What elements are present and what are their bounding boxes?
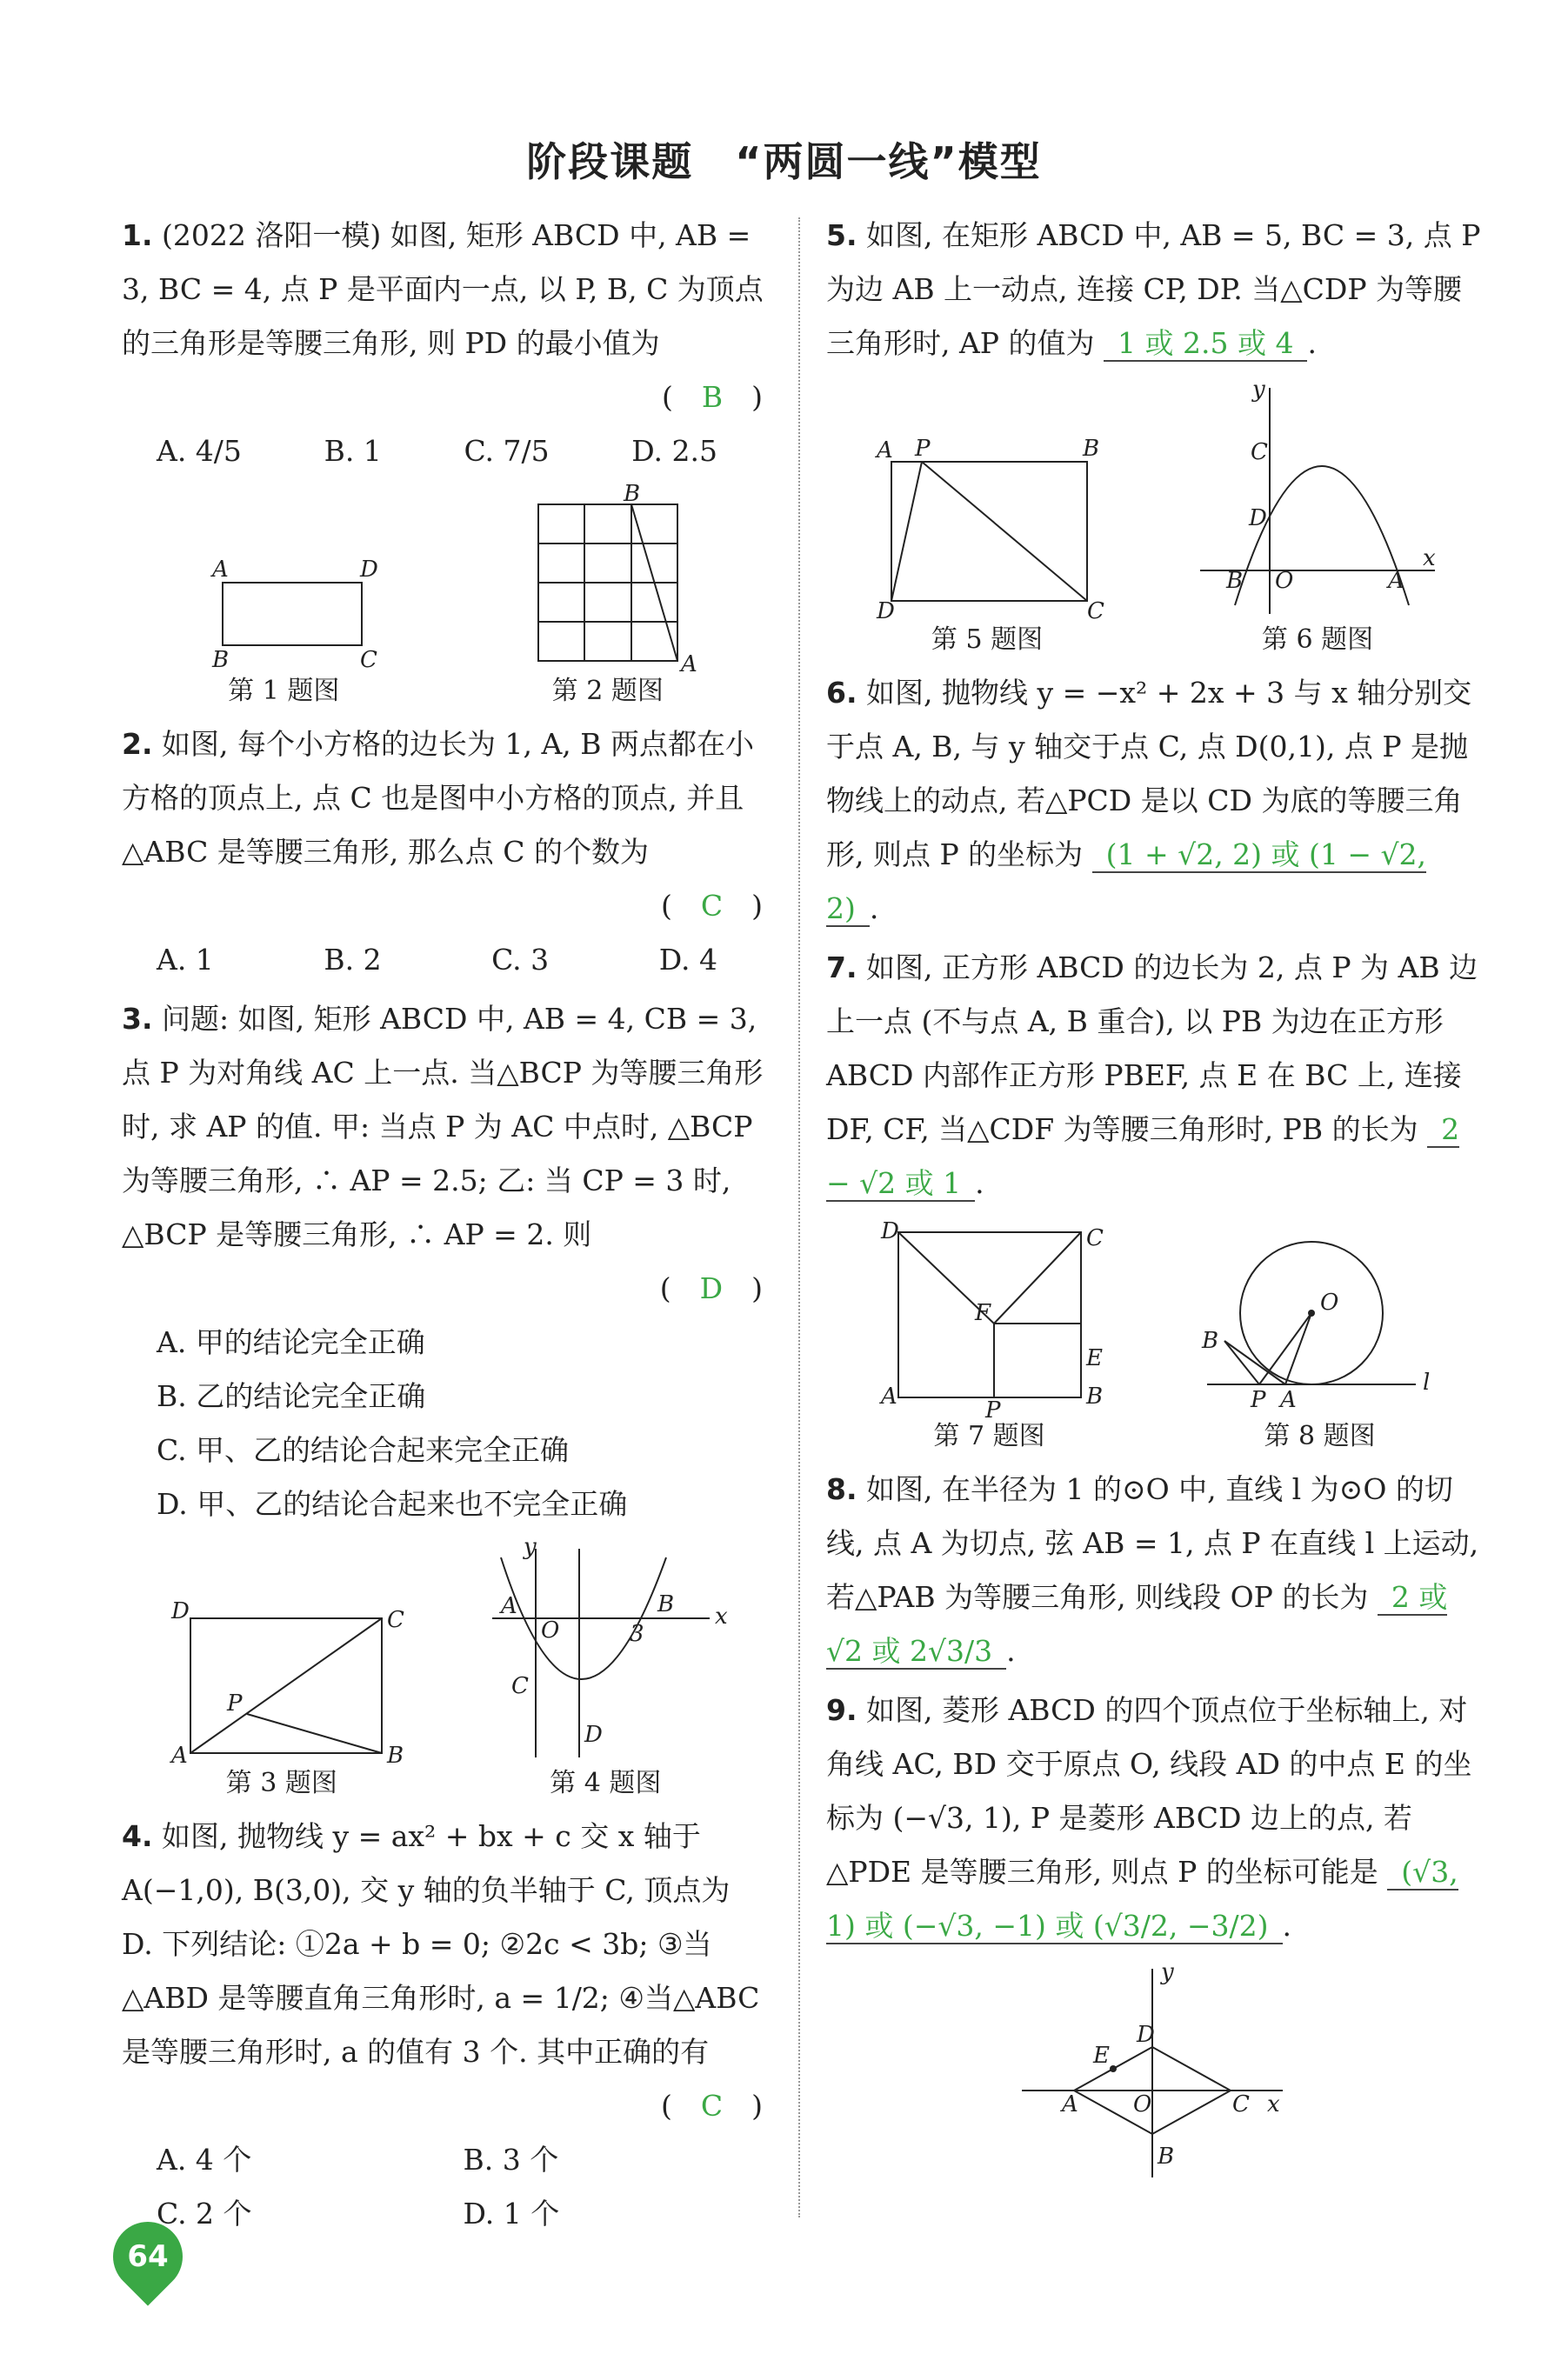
option-b: B. 3 个 xyxy=(463,2143,559,2177)
svg-text:O: O xyxy=(1133,2091,1152,2117)
answer-blank: (√3, 1) 或 (−√3, −1) 或 (√3/2, −3/2) xyxy=(826,1855,1458,1943)
svg-text:B: B xyxy=(386,1743,404,1769)
page-number: 64 xyxy=(127,2239,169,2274)
svg-text:D: D xyxy=(170,1598,190,1624)
figure-row-1-2 xyxy=(122,481,770,709)
question-number: 8. xyxy=(826,1472,857,1506)
option-a: A. 4 个 xyxy=(157,2143,252,2177)
answer-blank: 2 或 √2 或 2√3/3 xyxy=(826,1580,1448,1668)
svg-text:P: P xyxy=(226,1690,243,1717)
answer-choice: D xyxy=(699,1271,724,1305)
question-text: 问题: 如图, 矩形 ABCD 中, AB = 4, CB = 3, 点 P 为对角线 AC 上一点. 当△BCP 为等腰三角形时, 求 AP 的值. 甲: 当点 P 为 AC 中点时, △BCP 为等腰三角形, ∴ AP = 2.5; 乙: 当 CP = 3 时, △BCP 是等腰三角形, ∴ AP = 2. 则 xyxy=(122,1002,764,1251)
svg-text:B: B xyxy=(1158,2144,1175,2170)
svg-text:C: C xyxy=(1232,2091,1250,2117)
svg-text:y: y xyxy=(524,1534,537,1560)
svg-text:A: A xyxy=(501,1593,518,1619)
svg-text:D: D xyxy=(1249,505,1267,531)
option-b: B. 乙的结论完全正确 xyxy=(157,1379,426,1413)
figure-3 xyxy=(164,1592,404,1801)
question-number: 4. xyxy=(122,1819,153,1853)
figure-row-3-4 xyxy=(122,1534,770,1801)
svg-text:C: C xyxy=(386,1607,404,1633)
figure-caption: 第 2 题图 xyxy=(551,676,664,706)
page-title: 阶段课题 “两圆一线”模型 xyxy=(526,138,1042,185)
question-7: 7. 如图, 正方形 ABCD 的边长为 2, 点 P 为 AB 边上一点 (不与点 A, B 重合), 以 PB 为边在正方形 ABCD 内部作正方形 PBEF, 点 E 在 BC 上, 连接 DF, CF, 当△CDF 为等腰三角形时, PB 的长为 2 − √2 或 1 . D C F E A P B 第 7 题图 O B P A l 第 8 题图 xyxy=(826,941,1487,1454)
svg-text:x: x xyxy=(1423,545,1436,571)
svg-text:P: P xyxy=(915,436,931,462)
svg-text:B: B xyxy=(212,647,230,673)
option-a: A. 甲的结论完全正确 xyxy=(157,1325,425,1359)
option-d: D. 4 xyxy=(658,943,717,977)
question-8: 8. 如图, 在半径为 1 的⊙O 中, 直线 l 为⊙O 的切线, 点 A 为切点, 弦 AB = 1, 点 P 在直线 l 上运动, 若△PAB 为等腰三角形, 则线段 OP 的长为 2 或 √2 或 2√3/3 . xyxy=(826,1472,1479,1668)
question-number: 3. xyxy=(122,1002,153,1036)
question-number: 7. xyxy=(826,950,857,984)
parabola-diagram xyxy=(484,1534,728,1766)
svg-text:A: A xyxy=(1062,2091,1078,2117)
svg-text:D: D xyxy=(880,1218,899,1244)
answer-blank: 1 或 2.5 或 4 xyxy=(1104,326,1307,362)
square-diagram xyxy=(872,1218,1107,1424)
svg-text:A: A xyxy=(880,1384,897,1410)
question-5: 5. 如图, 在矩形 ABCD 中, AB = 5, BC = 3, 点 P 为边 AB 上一动点, 连接 CP, DP. 当△CDP 为等腰三角形时, AP 的值为 1 或 2.5 或 4 . A P B D C 第 5 题图 x y C D B O A 第 6 题图 xyxy=(826,209,1487,657)
figure-2 xyxy=(521,481,697,709)
figure-caption: 第 8 题图 xyxy=(1264,1421,1376,1451)
svg-text:y: y xyxy=(1252,377,1265,403)
svg-text:C: C xyxy=(1087,598,1104,624)
answer-choice: C xyxy=(700,2089,724,2123)
svg-text:A: A xyxy=(212,557,230,583)
svg-text:A: A xyxy=(877,437,893,463)
question-9: 9. 如图, 菱形 ABCD 的四个顶点位于坐标轴上, 对角线 AC, BD 交于原点 O, 线段 AD 的中点 E 的坐标为 (−√3, 1), P 是菱形 ABCD 边上的点, 若△PDE 是等腰三角形, 则点 P 的坐标可能是 (√3, 1) 或 (−√3, −1) 或 (√3/2, −3/2) . E D y A O C x B xyxy=(826,1684,1487,2186)
svg-text:D: D xyxy=(1137,2022,1155,2048)
figure-caption: 第 6 题图 xyxy=(1261,624,1374,655)
svg-text:D: D xyxy=(584,1722,604,1748)
option-b: B. 1 xyxy=(324,434,382,468)
figure-7 xyxy=(872,1219,1107,1454)
page-number-badge xyxy=(98,2207,197,2305)
svg-text:A: A xyxy=(1279,1387,1297,1413)
question-number: 6. xyxy=(826,676,857,710)
right-column xyxy=(826,209,1487,2193)
svg-text:B: B xyxy=(623,481,640,507)
figure-row-5-6 xyxy=(826,379,1487,657)
svg-text:P: P xyxy=(1250,1387,1265,1413)
svg-text:C: C xyxy=(360,647,378,673)
svg-text:A: A xyxy=(170,1743,188,1769)
question-1 xyxy=(122,209,770,709)
option-b: B. 2 xyxy=(324,943,382,977)
question-text: 如图, 抛物线 y = ax² + bx + c 交 x 轴于 A(−1,0), B(3,0), 交 y 轴的负半轴于 C, 顶点为 D. 下列结论: ①2a + b = 0; ②2c < 3b; ③当△ABD 是等腰直角三角形时, a = 1/2; ④当△ABC 是等腰三角形时, a 的值有 3 个. 其中正确的有 xyxy=(122,1819,760,2069)
svg-text:O: O xyxy=(541,1617,560,1644)
figure-caption: 第 7 题图 xyxy=(933,1421,1045,1451)
column-divider xyxy=(798,217,800,2217)
option-c: C. 甲、乙的结论合起来完全正确 xyxy=(157,1433,570,1467)
question-number: 1. xyxy=(122,218,153,252)
svg-text:C: C xyxy=(1085,1225,1104,1251)
svg-text:P: P xyxy=(984,1397,1000,1424)
question-text: 如图, 菱形 ABCD 的四个顶点位于坐标轴上, 对角线 AC, BD 交于原点 O, 线段 AD 的中点 E 的坐标为 (−√3, 1), P 是菱形 ABCD 边上的点, 若△PDE 是等腰三角形, 则点 P 的坐标可能是 xyxy=(826,1693,1472,1889)
question-number: 5. xyxy=(826,218,857,252)
grid-diagram xyxy=(521,481,697,677)
option-d: D. 1 个 xyxy=(463,2197,560,2231)
option-d: D. 甲、乙的结论合起来也不完全正确 xyxy=(157,1487,628,1521)
svg-text:x: x xyxy=(715,1604,728,1630)
svg-text:E: E xyxy=(1085,1345,1103,1371)
figure-4 xyxy=(484,1534,728,1801)
figure-6 xyxy=(1191,379,1444,657)
answer-choice: B xyxy=(701,380,724,414)
rectangle-point-diagram xyxy=(870,431,1104,623)
question-number: 2. xyxy=(122,727,153,761)
answer-paren: ( C ) xyxy=(661,2089,763,2123)
svg-text:F: F xyxy=(974,1300,991,1326)
figure-1 xyxy=(197,543,379,709)
option-a: A. 4/5 xyxy=(157,434,242,468)
question-4 xyxy=(122,1810,770,2241)
figure-caption: 第 1 题图 xyxy=(228,676,340,706)
svg-text:C: C xyxy=(511,1673,530,1699)
svg-text:A: A xyxy=(1388,568,1405,594)
svg-text:D: D xyxy=(360,557,379,583)
answer-blank: 2 − √2 或 1 xyxy=(826,1112,1460,1200)
svg-text:B: B xyxy=(1201,1328,1218,1354)
question-text: (2022 洛阳一模) 如图, 矩形 ABCD 中, AB = 3, BC = 4, 点 P 是平面内一点, 以 P, B, C 为顶点的三角形是等腰三角形, 则 PD 的最小值为 xyxy=(122,218,764,360)
svg-text:l: l xyxy=(1422,1370,1430,1396)
rectangle-diagram xyxy=(197,543,379,674)
svg-text:B: B xyxy=(657,1591,675,1617)
svg-text:3: 3 xyxy=(630,1621,644,1647)
figure-caption: 第 4 题图 xyxy=(550,1768,662,1798)
answer-blank: (1 + √2, 2) 或 (1 − √2, 2) xyxy=(826,837,1427,925)
figure-8 xyxy=(1198,1219,1442,1454)
question-3 xyxy=(122,992,770,1801)
question-text: 如图, 抛物线 y = −x² + 2x + 3 与 x 轴分别交于点 A, B, 与 y 轴交于点 C, 点 D(0,1), 点 P 是抛物线上的动点, 若△PCD 是以 CD 为底的等腰三角形, 则点 P 的坐标为 xyxy=(826,676,1472,871)
answer-choice: C xyxy=(700,889,724,923)
svg-text:y: y xyxy=(1161,1959,1174,1985)
option-c: C. 7/5 xyxy=(464,434,550,468)
svg-text:x: x xyxy=(1267,2091,1280,2117)
option-c: C. 3 xyxy=(491,943,550,977)
figure-caption: 第 5 题图 xyxy=(931,624,1044,655)
figure-5 xyxy=(870,431,1104,657)
svg-text:D: D xyxy=(877,598,895,624)
svg-text:A: A xyxy=(680,651,697,677)
answer-paren: ( B ) xyxy=(661,380,763,414)
answer-paren: ( C ) xyxy=(661,889,763,923)
svg-text:B: B xyxy=(1083,436,1100,462)
rectangle-diagonal-diagram xyxy=(164,1592,404,1769)
svg-text:O: O xyxy=(1319,1290,1338,1316)
question-number: 9. xyxy=(826,1693,857,1727)
answer-paren: ( D ) xyxy=(659,1271,763,1305)
options xyxy=(157,2133,770,2241)
parabola-diagram-6 xyxy=(1191,379,1444,623)
question-text: 如图, 正方形 ABCD 的边长为 2, 点 P 为 AB 边上一点 (不与点 A, B 重合), 以 PB 为边在正方形 ABCD 内部作正方形 PBEF, 点 E 在 BC 上, 连接 DF, CF, 当△CDF 为等腰三角形时, PB 的长为 xyxy=(826,950,1478,1146)
figure-row-7-8 xyxy=(826,1219,1487,1454)
question-2 xyxy=(122,717,770,987)
option-a: A. 1 xyxy=(157,943,214,977)
question-text: 如图, 每个小方格的边长为 1, A, B 两点都在小方格的顶点上, 点 C 也是图中小方格的顶点, 并且△ABC 是等腰三角形, 那么点 C 的个数为 xyxy=(122,727,754,869)
question-text: 如图, 在半径为 1 的⊙O 中, 直线 l 为⊙O 的切线, 点 A 为切点, 弦 AB = 1, 点 P 在直线 l 上运动, 若△PAB 为等腰三角形, 则线段 OP 的长为 xyxy=(826,1472,1479,1614)
option-c: C. 2 个 xyxy=(157,2197,252,2231)
circle-tangent-diagram xyxy=(1198,1219,1442,1419)
svg-text:E: E xyxy=(1093,2043,1110,2069)
option-d: D. 2.5 xyxy=(631,434,717,468)
options xyxy=(157,424,770,478)
question-text: 如图, 在矩形 ABCD 中, AB = 5, BC = 3, 点 P 为边 AB 上一动点, 连接 CP, DP. 当△CDP 为等腰三角形时, AP 的值为 xyxy=(826,218,1481,360)
svg-text:O: O xyxy=(1275,568,1294,594)
svg-text:B: B xyxy=(1085,1384,1103,1410)
left-column xyxy=(122,209,770,2246)
figure-caption: 第 3 题图 xyxy=(225,1768,337,1798)
svg-text:B: B xyxy=(1226,568,1244,594)
question-6: 6. 如图, 抛物线 y = −x² + 2x + 3 与 x 轴分别交于点 A, B, 与 y 轴交于点 C, 点 D(0,1), 点 P 是抛物线上的动点, 若△PCD 是以 CD 为底的等腰三角形, 则点 P 的坐标为 (1 + √2, 2) 或 (1 − √2, 2) . xyxy=(826,676,1472,925)
options xyxy=(157,933,770,987)
svg-text:C: C xyxy=(1251,439,1268,465)
rhombus-diagram xyxy=(1013,1960,1300,2186)
